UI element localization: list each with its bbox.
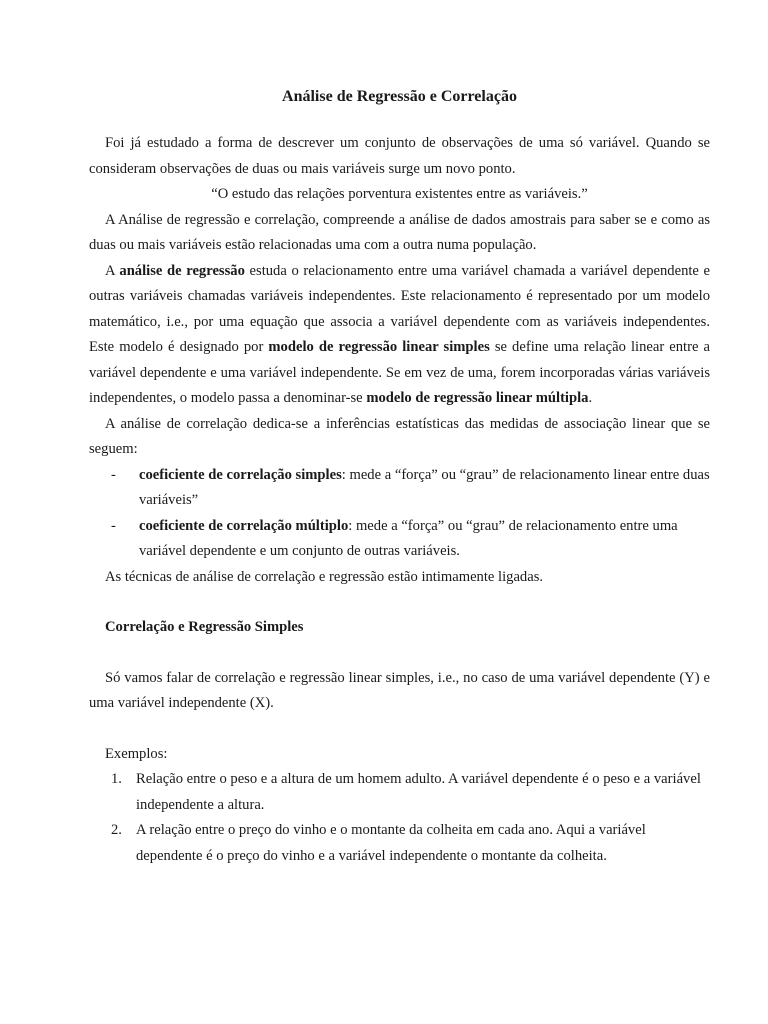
list-number: 2. bbox=[111, 822, 122, 838]
text-run: : mede a “força” ou “grau” de relacionamento linear entre duas variáveis” bbox=[139, 466, 710, 508]
examples-label: Exemplos: bbox=[105, 745, 168, 762]
spacer bbox=[89, 717, 710, 742]
list-item bbox=[89, 767, 710, 818]
bullet-dash: - bbox=[111, 466, 116, 483]
bullet-list bbox=[89, 463, 710, 565]
quote-line: “O estudo das relações porventura existentes entre as variáveis.” bbox=[211, 186, 588, 202]
bold-term: coeficiente de correlação simples bbox=[139, 466, 342, 483]
list-item-text: Relação entre o peso e a altura de um homem adulto. A variável dependente é o peso e a variável independente a altura. bbox=[136, 771, 701, 813]
paragraph-correlation: A análise de correlação dedica-se a inferências estatísticas das medidas de associação linear que se seguem: bbox=[89, 415, 710, 457]
text-run: A bbox=[105, 262, 120, 279]
paragraph-regression bbox=[89, 259, 710, 412]
bold-term: modelo de regressão linear múltipla bbox=[366, 390, 589, 406]
section-title: Correlação e Regressão Simples bbox=[105, 619, 304, 635]
paragraph-techniques: As técnicas de análise de correlação e regressão estão intimamente ligadas. bbox=[105, 568, 544, 585]
list-item-text bbox=[139, 514, 710, 565]
spacer bbox=[89, 641, 710, 666]
text-run: se define uma relação linear entre a variável dependente e uma variável independente. Se em vez de uma, forem incorporadas várias variáveis independentes, o modelo passa a denominar-se bbox=[89, 339, 711, 406]
paragraph-simple: Só vamos falar de correlação e regressão linear simples, i.e., no caso de uma variável dependente (Y) e uma variável independente (X). bbox=[89, 669, 710, 711]
list-item bbox=[89, 514, 710, 565]
list-number: 1. bbox=[111, 771, 122, 787]
text-run: . bbox=[588, 390, 593, 406]
list-item-text: A relação entre o preço do vinho e o montante da colheita em cada ano. Aqui a variável dependente é o preço do vinho e a variável independente o montante da colheita. bbox=[136, 822, 646, 864]
bold-term: coeficiente de correlação múltiplo bbox=[139, 517, 349, 534]
document-title: Análise de Regressão e Correlação bbox=[282, 88, 517, 105]
text-run: : mede a “força” ou “grau” de relacionamento entre uma variável dependente e um conjunto de outras variáveis. bbox=[139, 517, 678, 559]
list-item-text bbox=[139, 463, 710, 514]
list-item bbox=[89, 818, 710, 869]
paragraph-intro: Foi já estudado a forma de descrever um conjunto de observações de uma só variável. Quando se consideram observações de duas ou mais variáveis surge um novo ponto. bbox=[89, 135, 710, 177]
bold-term: modelo de regressão linear simples bbox=[268, 339, 490, 355]
paragraph-definition: A Análise de regressão e correlação, compreende a análise de dados amostrais para saber se e como as duas ou mais variáveis estão relacionadas uma com a outra numa população. bbox=[89, 211, 710, 253]
bullet-dash: - bbox=[111, 517, 116, 534]
text-run: estuda o relacionamento entre uma variável chamada a variável dependente e outras variáveis chamadas variáveis independentes. Este relacionamento é representado por um modelo matemático, i.e., por uma equação que associa a variável dependente com as variáveis independentes. Este modelo é designado por bbox=[89, 262, 711, 355]
examples-list bbox=[89, 767, 710, 869]
bold-term: análise de regressão bbox=[119, 262, 245, 279]
list-item bbox=[89, 463, 710, 514]
